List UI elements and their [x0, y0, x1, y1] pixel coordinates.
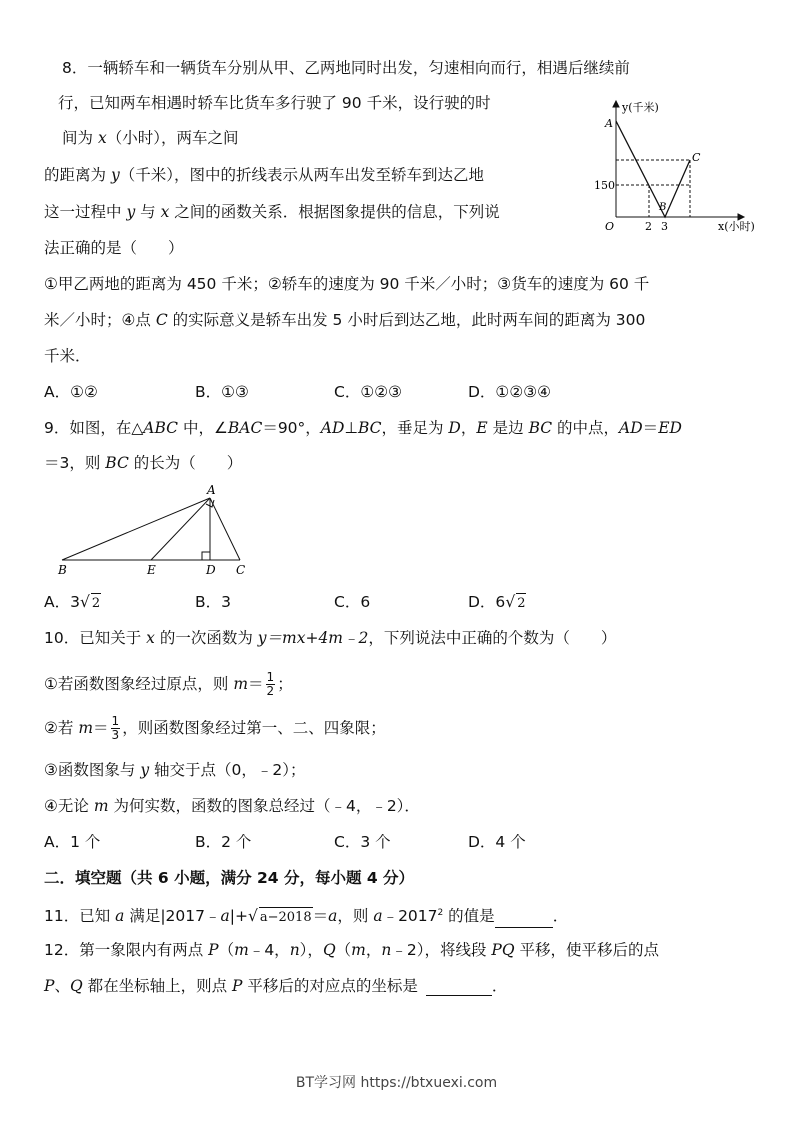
q8-stmt1: ①甲乙两地的距离为 450 千米；②轿车的速度为 90 千米／小时；③货车的速度为 60 千: [44, 275, 650, 293]
q8-option-b: B．①③: [195, 383, 249, 401]
graph-tick-150: 150: [594, 179, 615, 192]
q9-option-a: A．3√ 2: [44, 592, 101, 614]
label-a: A: [207, 484, 216, 497]
q8-stmt3: 千米．: [44, 347, 91, 365]
graph-tick-2: 2: [645, 220, 652, 233]
graph-x-label: x(小时): [718, 220, 755, 233]
side-ac: [210, 498, 240, 560]
q8-line2: 行，已知两车相遇时轿车比货车多行驶了 90 千米，设行驶的时: [58, 94, 491, 112]
graph-origin: O: [605, 220, 615, 233]
segment-ae: [151, 498, 210, 560]
q10-option-b: B．2 个: [195, 833, 252, 851]
q8-option-c: C．①②③: [334, 383, 403, 401]
label-e: E: [147, 563, 156, 577]
footer-watermark: BT学习网 https://btxuexi.com: [295, 1075, 498, 1091]
side-ab: [62, 498, 210, 560]
q8-line4: 的距离为 y（千米），图中的折线表示从两车出发至轿车到达乙地: [44, 166, 484, 184]
y-axis-arrow: [613, 101, 619, 107]
q9-option-b: B．3: [195, 593, 231, 611]
q10-s1: ①若函数图象经过原点，则 m＝ $\frac{1}{2}$ ；: [44, 670, 293, 698]
q8-line3: 间为 x（小时），两车之间: [62, 129, 239, 147]
q10-line1: 10．已知关于 x 的一次函数为 y＝mx+4m﹣2，下列说法中正确的个数为（ ）: [44, 629, 617, 647]
q8-line5: 这一过程中 y 与 x 之间的函数关系．根据图象提供的信息，下列说: [44, 203, 500, 221]
q9-option-d: D．6√ 2: [468, 592, 526, 614]
q9-option-c: C．6: [334, 593, 371, 611]
graph-tick-3: 3: [661, 220, 668, 233]
q12-line1: 12．第一象限内有两点 P（m﹣4，n），Q（m，n﹣2），将线段 PQ 平移，使平移后的点: [44, 941, 659, 959]
q8-line6: 法正确的是（ ）: [44, 239, 184, 257]
section-2-title: 二．填空题（共 6 小题，满分 24 分，每小题 4 分）: [44, 869, 415, 887]
q11-line: 11．已知 a 满足|2017﹣a|+√ a−2018＝a，则 a﹣2017$^2$ 的值是 ．: [44, 903, 568, 928]
q9-line1: 9．如图，在△ABC 中，∠BAC＝90°，AD⊥BC，垂足为 D，E 是边 BC 的中点，AD＝ED: [44, 419, 682, 437]
q8-graph: [592, 97, 764, 239]
label-d: D: [206, 563, 216, 577]
graph-polyline: [616, 121, 690, 217]
q12-answer-blank: [426, 977, 492, 996]
q10-option-d: D．4 个: [468, 833, 526, 851]
q11-answer-blank: [495, 909, 553, 928]
graph-point-b: B: [659, 202, 667, 213]
label-c: C: [236, 563, 246, 577]
q8-stmt2: 米／小时；④点 C 的实际意义是轿车出发 5 小时后到达乙地，此时两车间的距离为 300: [44, 311, 646, 329]
q8-line1: 8．一辆轿车和一辆货车分别从甲、乙两地同时出发，匀速相向而行，相遇后继续前: [62, 59, 630, 77]
right-angle-d: [202, 552, 210, 560]
q9-line2: ＝3，则 BC 的长为（ ）: [44, 454, 243, 472]
q10-option-a: A．1 个: [44, 833, 101, 851]
graph-point-a: A: [605, 117, 613, 130]
q8-option-d: D．①②③④: [468, 383, 552, 401]
graph-point-c: C: [692, 151, 701, 164]
q10-s4: ④无论 m 为何实数，函数的图象总经过（﹣4，﹣2）．: [44, 797, 420, 815]
q9-triangle-figure: [54, 484, 254, 580]
q8-option-a: A．①②: [44, 383, 98, 401]
q10-option-c: C．3 个: [334, 833, 391, 851]
q10-s2: ②若 m＝ $\frac{1}{3}$ ，则函数图象经过第一、二、四象限；: [44, 714, 386, 742]
graph-y-label: y(千米): [622, 101, 659, 114]
q10-s3: ③函数图象与 y 轴交于点（0，﹣2）；: [44, 761, 306, 779]
label-b: B: [58, 563, 67, 577]
q12-line2: P、Q 都在坐标轴上，则点 P 平移后的对应点的坐标是 ．: [44, 977, 508, 995]
